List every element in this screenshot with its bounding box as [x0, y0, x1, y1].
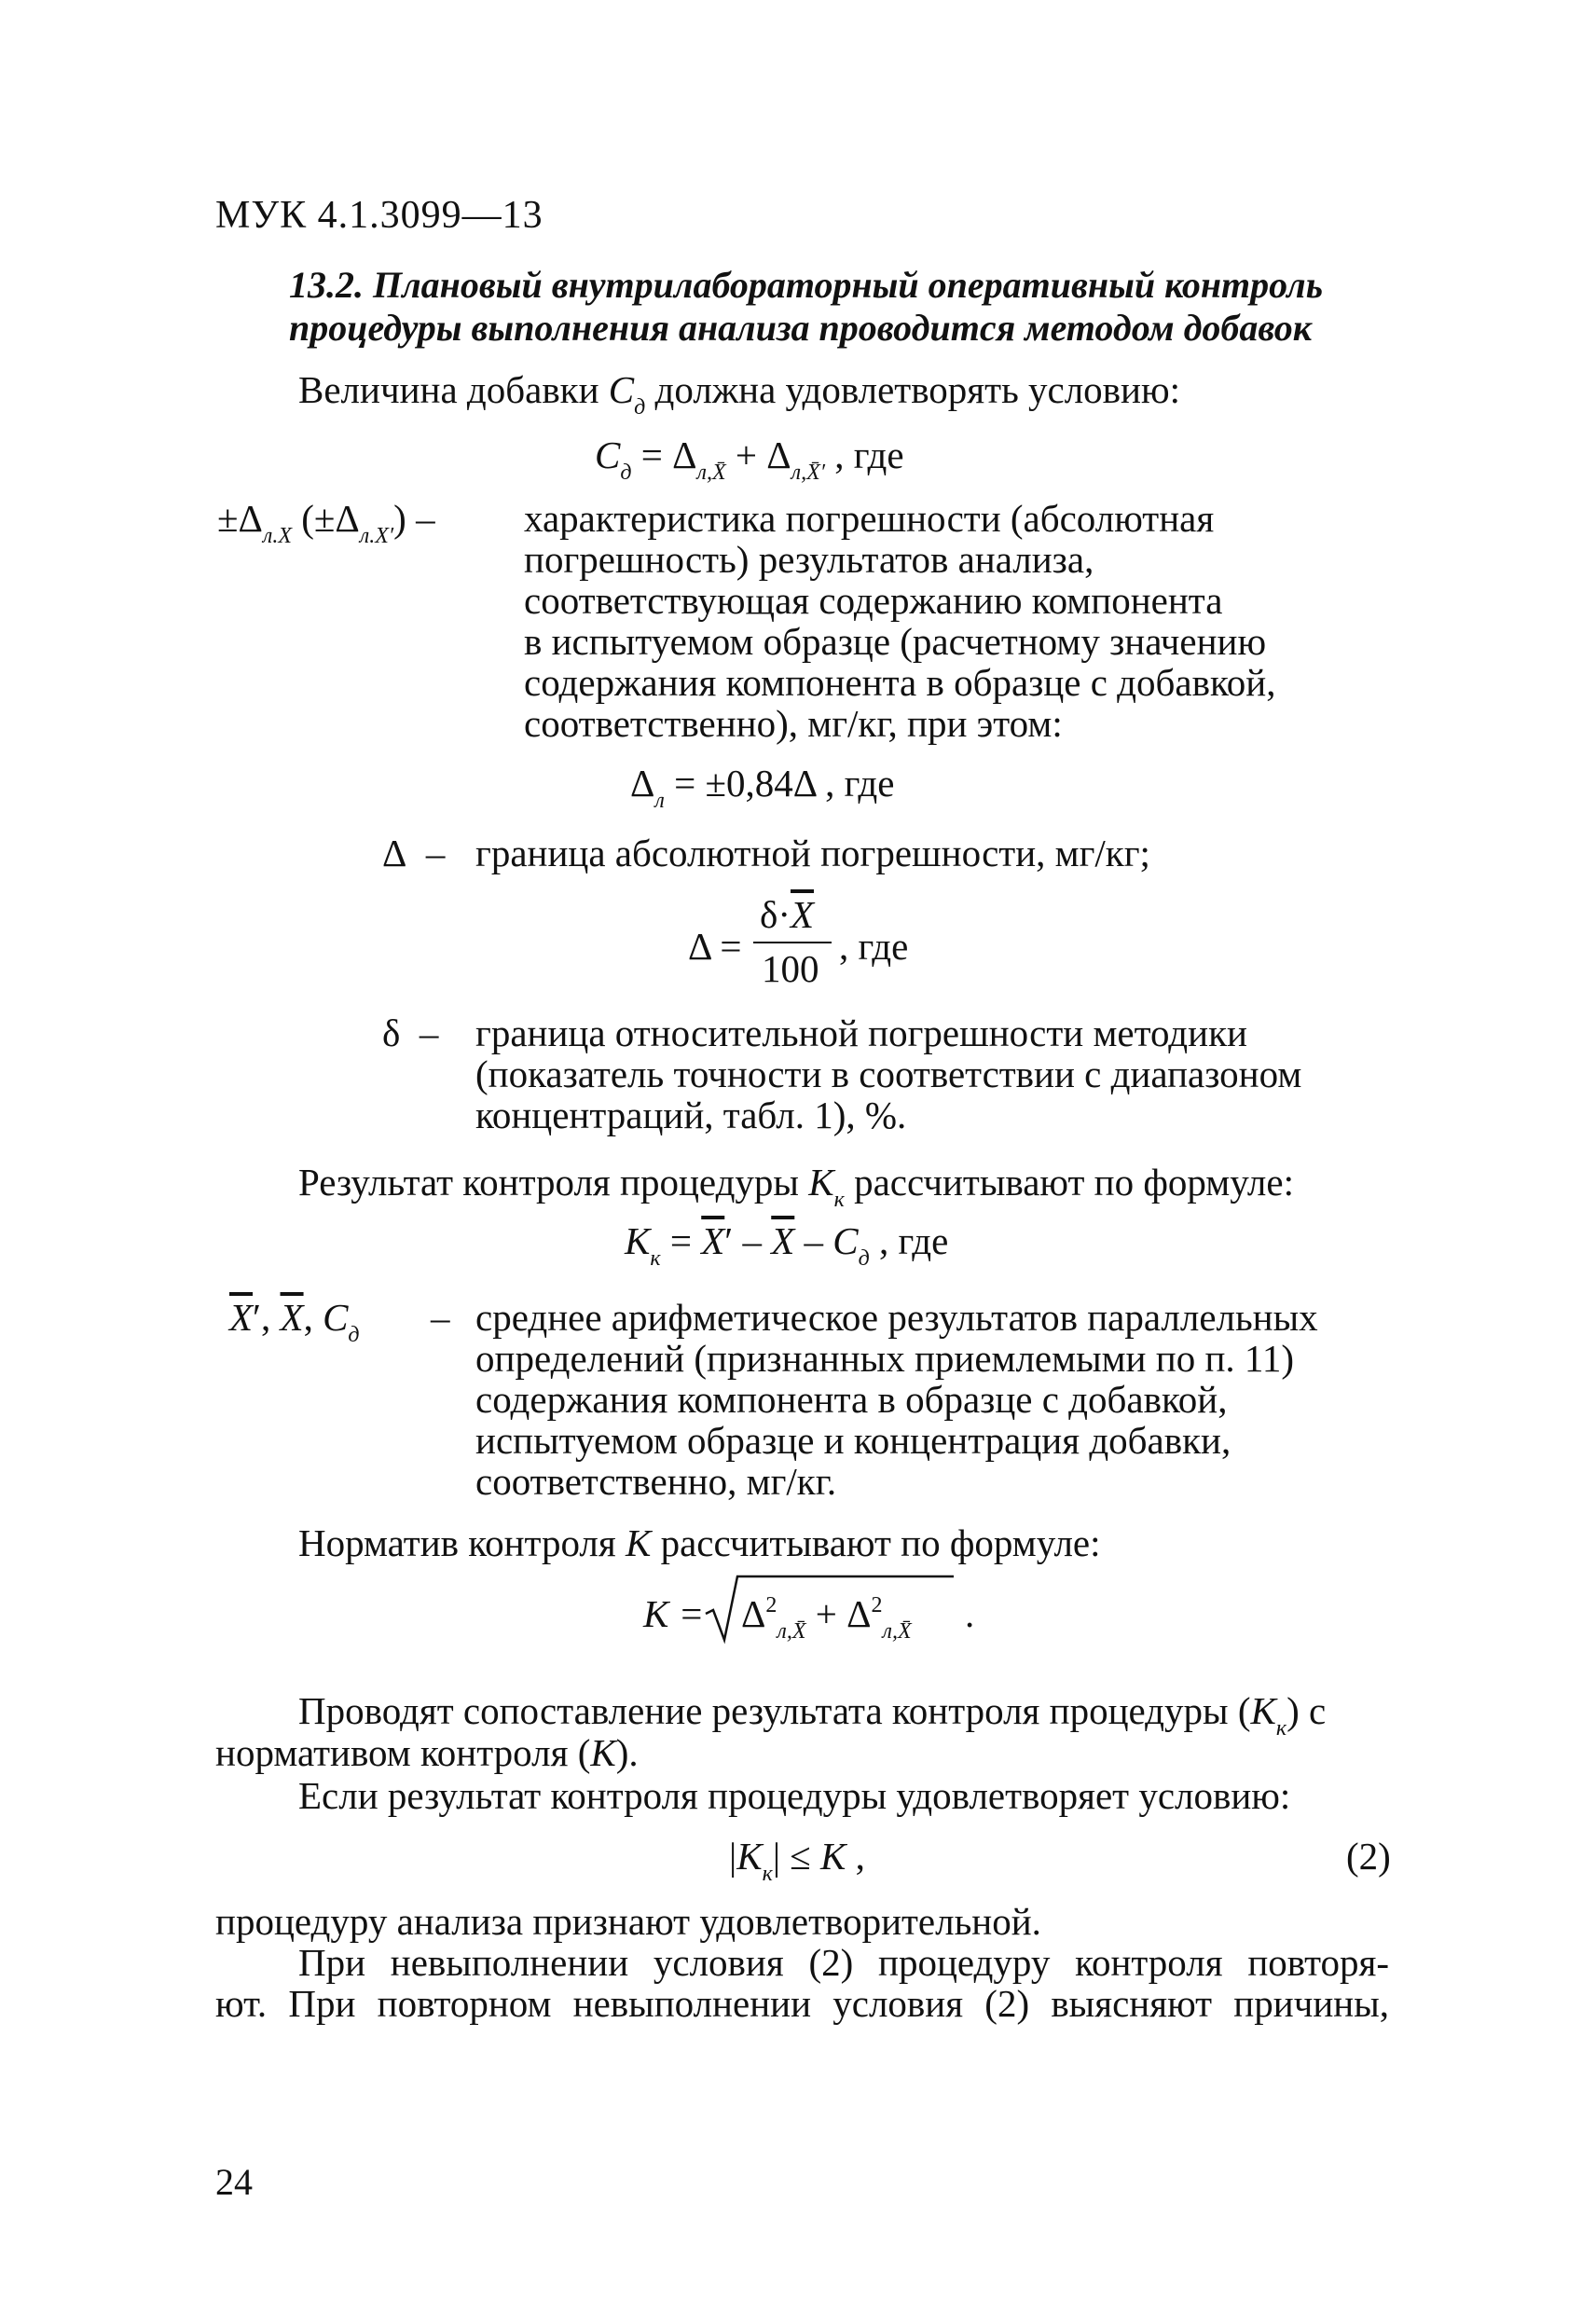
definition-term-means: $\overline{X}'$, $\overline{X}$, $C_д$ [229, 1296, 360, 1347]
norm-formula-intro: Норматив контроля K рассчитывают по формуле: [298, 1521, 1101, 1564]
definition-line: соответствующая содержанию компонента [524, 579, 1223, 622]
compare-paragraph-line-2: нормативом контроля (K). [215, 1731, 639, 1774]
equation-number: (2) [1346, 1835, 1391, 1878]
definition-term-delta: Δ – [382, 832, 446, 874]
definition-line: граница относительной погрешности методики [475, 1012, 1247, 1054]
definition-line: (показатель точности в соответствии с диапазоном [475, 1053, 1302, 1095]
final-paragraph-line-1: При невыполнении условия (2) процедуру контроля повторя- [298, 1941, 1389, 1984]
compare-paragraph-line-1: Проводят сопоставление результата контроля процедуры $(K_к)$ с [298, 1689, 1327, 1741]
definition-line: характеристика погрешности (абсолютная [524, 497, 1215, 540]
page-number: 24 [215, 2161, 253, 2203]
formula-control-result: $K_к = \overline{X}' - \overline{X} - C_д$ , где [625, 1219, 949, 1271]
formula-error-characteristic: $\Delta_л = \pm 0,84\Delta$ , где [630, 762, 895, 813]
formula-control-norm: K = [643, 1592, 705, 1635]
formula-control-norm-radicand: $\Delta^2_{л,X̄} + \Delta^2_{л,X̄}$ [741, 1592, 912, 1644]
definition-line: содержания компонента в образце с добавкой, [524, 661, 1276, 704]
definition-term-error-characteristic: $\pm\Delta_{л.X}$ $(\pm\Delta_{л.X'})$ – [217, 497, 435, 548]
definition-line: испытуемом образце и концентрация добавки, [475, 1419, 1231, 1462]
condition-intro: Если результат контроля процедуры удовлетворяет условию: [298, 1774, 1291, 1817]
definition-line: соответственно, мг/кг. [475, 1460, 837, 1503]
fraction-numerator: $\delta\cdot\overline{X}$ [760, 893, 815, 936]
document-code-header: МУК 4.1.3099—13 [215, 194, 543, 237]
definition-line: граница абсолютной погрешности, мг/кг; [475, 832, 1150, 874]
formula-absolute-error-tail: , где [839, 925, 909, 968]
formula-addition: $C_д = \Delta_{л,X̄} + \Delta_{л,X̄'}$ , где [595, 434, 904, 485]
formula-condition-2: $|K_к| \le K$ , [729, 1835, 865, 1886]
definition-line: среднее арифметическое результатов параллельных [475, 1296, 1318, 1339]
section-title-line-2: процедуры выполнения анализа проводится методом добавок [289, 307, 1313, 349]
formula-absolute-error: Δ = [688, 925, 742, 968]
definition-line: в испытуемом образце (расчетному значению [524, 620, 1267, 663]
fraction-denominator: 100 [762, 947, 819, 990]
definition-line: соответственно), мг/кг, при этом: [524, 702, 1063, 745]
section-title-line-1: 13.2. Плановый внутрилабораторный оперативный контроль [289, 264, 1323, 306]
definition-line: концентраций, табл. 1), %. [475, 1094, 907, 1136]
final-paragraph-line-2: ют. При повторном невыполнении условия (2) выясняют причины, [215, 1982, 1389, 2025]
definition-line: содержания компонента в образце с добавкой, [475, 1378, 1228, 1421]
addition-condition-intro: Величина добавки $C_д$ должна удовлетворять условию: [298, 368, 1180, 420]
definition-term-delta-relative: δ – [382, 1012, 439, 1054]
fraction-bar [753, 942, 832, 943]
definition-line: погрешность) результатов анализа, [524, 538, 1094, 581]
conclusion-line: процедуру анализа признают удовлетворительной. [215, 1900, 1041, 1943]
definition-dash: – [431, 1296, 450, 1339]
result-formula-intro: Результат контроля процедуры $K_к$ рассчитывают по формуле: [298, 1161, 1294, 1212]
formula-control-norm-tail: . [965, 1592, 975, 1635]
definition-line: определений (признанных приемлемыми по п. 11) [475, 1337, 1295, 1380]
